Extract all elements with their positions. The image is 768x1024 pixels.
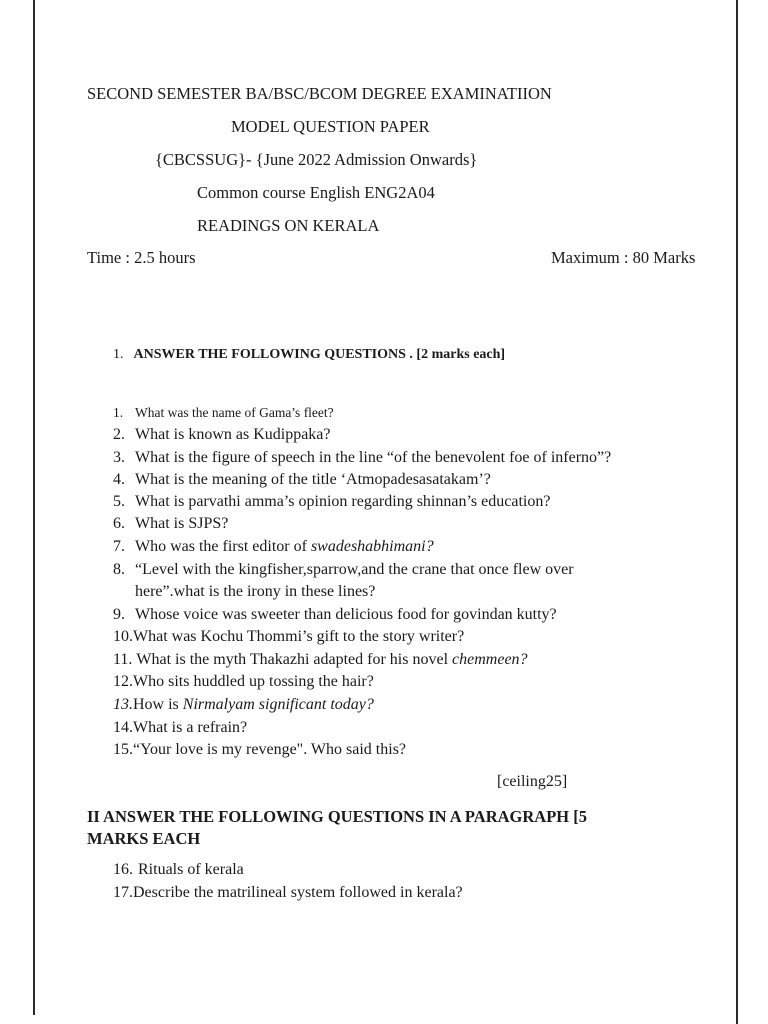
question-number: 1. bbox=[113, 405, 124, 420]
question-text: What is the meaning of the title ‘Atmopadesasatakam’? bbox=[135, 471, 491, 488]
question-number: 9. bbox=[113, 606, 125, 623]
question-text: Rituals of kerala bbox=[138, 861, 244, 878]
question-number: 13. bbox=[113, 696, 133, 713]
question-text: What was Kochu Thommi’s gift to the story writer? bbox=[133, 628, 465, 645]
question-italic-text: Nirmalyam significant today? bbox=[182, 696, 374, 713]
question-number: 16. bbox=[113, 861, 133, 878]
page-border-right bbox=[736, 0, 738, 1024]
question-12 bbox=[113, 673, 374, 691]
question-4 bbox=[113, 471, 491, 489]
paper-type: MODEL QUESTION PAPER bbox=[231, 117, 430, 136]
page-border-left bbox=[33, 0, 35, 1015]
course-line: Common course English ENG2A04 bbox=[197, 183, 435, 202]
question-14 bbox=[113, 719, 247, 737]
question-3 bbox=[113, 449, 611, 467]
question-text: “Your love is my revenge". Who said this? bbox=[133, 741, 407, 758]
question-5 bbox=[113, 493, 550, 511]
question-text: What is SJPS? bbox=[135, 515, 229, 532]
question-text: “Level with the kingfisher,sparrow,and the crane that once flew over bbox=[135, 561, 574, 578]
question-number: 8. bbox=[113, 561, 125, 578]
question-number: 6. bbox=[113, 515, 125, 532]
question-number: 3. bbox=[113, 449, 125, 466]
question-number: 15. bbox=[113, 741, 133, 758]
question-text: What is the figure of speech in the line “of the benevolent foe of inferno”? bbox=[135, 449, 612, 466]
question-text: What was the name of Gama’s fleet? bbox=[135, 405, 334, 420]
question-1 bbox=[113, 405, 334, 421]
question-text: What is parvathi amma’s opinion regarding shinnan’s education? bbox=[135, 493, 551, 510]
question-8 bbox=[113, 561, 574, 579]
question-8-continued: here”.what is the irony in these lines? bbox=[135, 583, 376, 600]
question-text: What is known as Kudippaka? bbox=[135, 426, 331, 443]
question-15 bbox=[113, 741, 406, 759]
exam-title: SECOND SEMESTER BA/BSC/BCOM DEGREE EXAMINATIION bbox=[87, 84, 552, 103]
question-6 bbox=[113, 515, 228, 533]
question-13 bbox=[113, 696, 374, 714]
question-2 bbox=[113, 426, 331, 444]
course-title: READINGS ON KERALA bbox=[197, 216, 380, 235]
section2-title-line1: II ANSWER THE FOLLOWING QUESTIONS IN A PARAGRAPH [5 bbox=[87, 807, 587, 826]
question-number: 14. bbox=[113, 719, 133, 736]
question-number: 5. bbox=[113, 493, 125, 510]
question-16 bbox=[113, 861, 244, 879]
question-italic-text: swadeshabhimani? bbox=[310, 538, 434, 555]
scheme-line: {CBCSSUG}- {June 2022 Admission Onwards} bbox=[155, 150, 478, 169]
question-text: Whose voice was sweeter than delicious food for govindan kutty? bbox=[135, 606, 557, 623]
time-allowed: Time : 2.5 hours bbox=[87, 248, 196, 267]
question-text: Who sits huddled up tossing the hair? bbox=[133, 673, 374, 690]
question-number: 12. bbox=[113, 673, 133, 690]
question-17 bbox=[113, 884, 463, 902]
question-number: 4. bbox=[113, 471, 125, 488]
question-9 bbox=[113, 606, 557, 624]
question-number: 7. bbox=[113, 538, 125, 555]
question-text: How is bbox=[133, 696, 183, 713]
question-7 bbox=[113, 538, 434, 556]
ceiling-note: [ceiling25] bbox=[497, 773, 568, 790]
question-number: 10. bbox=[113, 628, 133, 645]
section1-title: ANSWER THE FOLLOWING QUESTIONS . [2 marks each] bbox=[133, 347, 506, 362]
question-text: What is a refrain? bbox=[133, 719, 248, 736]
question-number: 2. bbox=[113, 426, 125, 443]
question-number: 11. bbox=[113, 651, 133, 668]
question-11 bbox=[113, 651, 528, 669]
question-text: Who was the first editor of bbox=[135, 538, 311, 555]
section1-number: 1. bbox=[113, 347, 124, 362]
question-number: 17. bbox=[113, 884, 133, 901]
question-10 bbox=[113, 628, 464, 646]
section2-title-line2: MARKS EACH bbox=[87, 829, 201, 848]
section1-heading bbox=[113, 347, 505, 363]
question-text: What is the myth Thakazhi adapted for his novel bbox=[136, 651, 453, 668]
question-text: Describe the matrilineal system followed in kerala? bbox=[133, 884, 463, 901]
question-italic-text: chemmeen? bbox=[452, 651, 528, 668]
maximum-marks: Maximum : 80 Marks bbox=[551, 248, 696, 267]
